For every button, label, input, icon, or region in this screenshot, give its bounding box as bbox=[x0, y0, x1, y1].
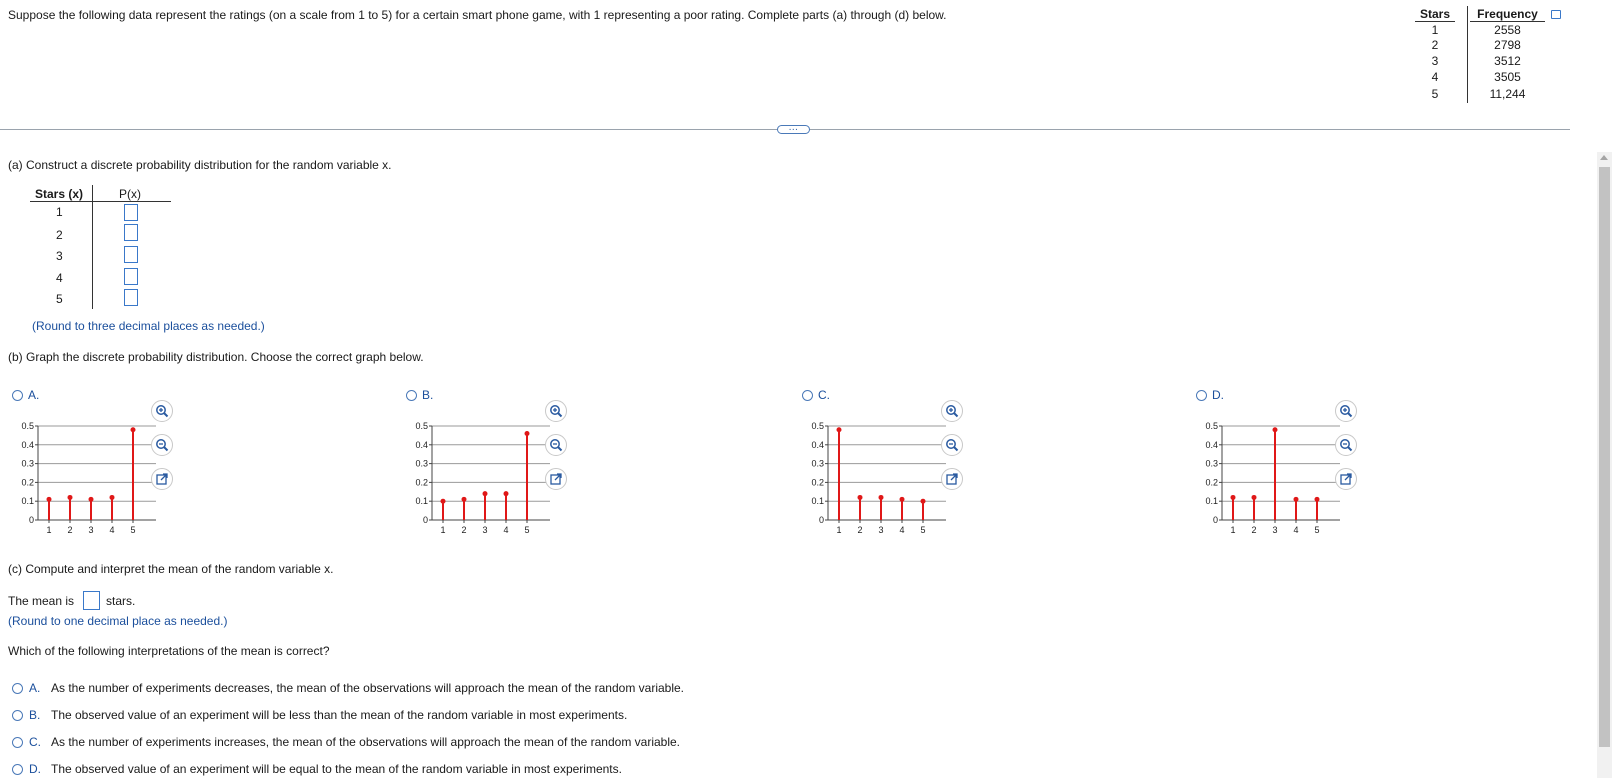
probability-point bbox=[131, 427, 136, 432]
more-button[interactable] bbox=[777, 122, 810, 134]
interpretation-option-d[interactable] bbox=[8, 762, 768, 778]
more-button-label: … bbox=[788, 122, 799, 133]
x-tick-label: 2 bbox=[461, 525, 467, 535]
mean-input[interactable] bbox=[83, 591, 100, 610]
x-tick-label: 4 bbox=[503, 525, 509, 535]
radio-button[interactable] bbox=[1196, 390, 1207, 401]
x-tick-label: 4 bbox=[1293, 525, 1299, 535]
option-text: The observed value of an experiment will be equal to the mean of the random variable in most experiments. bbox=[51, 762, 622, 776]
y-tick-label: 0.1 bbox=[21, 496, 34, 507]
option-letter: D. bbox=[29, 762, 41, 776]
px-input-3[interactable] bbox=[124, 246, 138, 263]
y-tick-label: 0 bbox=[818, 515, 824, 525]
stars-cell: 4 bbox=[56, 271, 63, 285]
interpretation-option-a[interactable] bbox=[8, 681, 768, 697]
table-divider bbox=[1467, 6, 1468, 103]
probability-point bbox=[483, 491, 488, 496]
interpretation-option-b[interactable] bbox=[8, 708, 768, 724]
part-c-hint: (Round to one decimal place as needed.) bbox=[8, 614, 228, 628]
zoom-in-button[interactable] bbox=[151, 400, 173, 422]
y-tick-label: 0.3 bbox=[21, 458, 34, 469]
probability-graph bbox=[8, 418, 168, 538]
option-text: The observed value of an experiment will be less than the mean of the random variable in most experiments. bbox=[51, 708, 628, 722]
zoom-out-icon bbox=[155, 438, 169, 452]
option-text: As the number of experiments increases, the mean of the observations will approach the mean of the random variable. bbox=[51, 735, 681, 749]
y-tick-label: 0.4 bbox=[1205, 439, 1218, 450]
mean-prefix: The mean is bbox=[8, 594, 75, 608]
option-text: As the number of experiments decreases, the mean of the observations will approach the mean of the random variable. bbox=[51, 681, 685, 695]
x-tick-label: 5 bbox=[130, 525, 136, 535]
radio-button[interactable] bbox=[12, 390, 23, 401]
scrollbar[interactable] bbox=[1597, 152, 1612, 778]
x-tick-label: 4 bbox=[109, 525, 115, 535]
mean-suffix: stars. bbox=[106, 594, 136, 608]
stars-cell: 5 bbox=[1431, 87, 1439, 101]
scroll-up-arrow-icon[interactable] bbox=[1600, 155, 1608, 160]
x-tick-label: 2 bbox=[1251, 525, 1257, 535]
stars-cell: 5 bbox=[56, 292, 63, 306]
zoom-out-button[interactable] bbox=[545, 434, 567, 456]
probability-point bbox=[1315, 497, 1320, 502]
option-letter: B. bbox=[29, 708, 41, 722]
probability-graph bbox=[1192, 418, 1352, 538]
option-letter: C. bbox=[818, 388, 830, 402]
graph-option-d[interactable] bbox=[1192, 388, 1552, 538]
header-underline bbox=[30, 201, 171, 202]
radio-button[interactable] bbox=[802, 390, 813, 401]
copy-icon[interactable] bbox=[1551, 10, 1561, 19]
zoom-out-button[interactable] bbox=[1335, 434, 1357, 456]
probability-point bbox=[462, 497, 467, 502]
radio-button[interactable] bbox=[12, 764, 23, 775]
zoom-out-icon bbox=[549, 438, 563, 452]
probability-point bbox=[1252, 495, 1257, 500]
zoom-in-icon bbox=[549, 404, 563, 418]
part-c-prompt: (c) Compute and interpret the mean of the random variable x. bbox=[8, 562, 334, 576]
part-a-hint: (Round to three decimal places as needed.) bbox=[32, 319, 265, 333]
expand-button[interactable] bbox=[1335, 468, 1357, 490]
probability-point bbox=[900, 497, 905, 502]
probability-point bbox=[47, 497, 52, 502]
radio-button[interactable] bbox=[12, 710, 23, 721]
probability-point bbox=[504, 491, 509, 496]
expand-button[interactable] bbox=[545, 468, 567, 490]
y-tick-label: 0.4 bbox=[811, 439, 824, 450]
table-divider bbox=[92, 185, 93, 309]
x-tick-label: 5 bbox=[920, 525, 926, 535]
option-letter: A. bbox=[28, 388, 40, 402]
expand-icon bbox=[1339, 472, 1353, 486]
probability-point bbox=[89, 497, 94, 502]
zoom-out-button[interactable] bbox=[151, 434, 173, 456]
frequency-cell: 3505 bbox=[1494, 70, 1521, 84]
question-intro: Suppose the following data represent the ratings (on a scale from 1 to 5) for a certain smart phone game, with 1 representing a poor rating. Complete parts (a) through (d) below. bbox=[8, 8, 947, 22]
expand-button[interactable] bbox=[941, 468, 963, 490]
frequency-cell: 2798 bbox=[1494, 38, 1521, 52]
stars-cell: 2 bbox=[56, 228, 63, 242]
y-tick-label: 0.5 bbox=[1205, 421, 1218, 431]
zoom-in-icon bbox=[1339, 404, 1353, 418]
px-input-4[interactable] bbox=[124, 268, 138, 285]
frequency-cell: 11,244 bbox=[1489, 87, 1526, 101]
expand-icon bbox=[549, 472, 563, 486]
x-tick-label: 1 bbox=[46, 525, 52, 535]
x-tick-label: 1 bbox=[440, 525, 446, 535]
zoom-out-button[interactable] bbox=[941, 434, 963, 456]
px-input-1[interactable] bbox=[124, 204, 138, 221]
x-tick-label: 5 bbox=[524, 525, 530, 535]
y-tick-label: 0.5 bbox=[21, 421, 34, 431]
interpretation-question: Which of the following interpretations of the mean is correct? bbox=[8, 644, 330, 658]
expand-icon bbox=[155, 472, 169, 486]
stars-cell: 2 bbox=[1431, 38, 1439, 52]
col-header-px: P(x) bbox=[119, 187, 141, 201]
probability-point bbox=[879, 495, 884, 500]
radio-button[interactable] bbox=[406, 390, 417, 401]
zoom-out-icon bbox=[1339, 438, 1353, 452]
x-tick-label: 3 bbox=[1272, 525, 1278, 535]
y-tick-label: 0.5 bbox=[811, 421, 824, 431]
probability-point bbox=[441, 499, 446, 504]
y-tick-label: 0.1 bbox=[415, 496, 428, 507]
x-tick-label: 4 bbox=[899, 525, 905, 535]
zoom-out-icon bbox=[945, 438, 959, 452]
option-letter: D. bbox=[1212, 388, 1224, 402]
probability-point bbox=[1294, 497, 1299, 502]
col-header-stars: Stars bbox=[1415, 7, 1455, 22]
distribution-table bbox=[30, 185, 180, 315]
x-tick-label: 1 bbox=[836, 525, 842, 535]
x-tick-label: 3 bbox=[482, 525, 488, 535]
stars-cell: 4 bbox=[1431, 70, 1439, 84]
part-a-prompt: (a) Construct a discrete probability distribution for the random variable x. bbox=[8, 158, 392, 172]
probability-point bbox=[68, 495, 73, 500]
interpretation-option-c[interactable] bbox=[8, 735, 768, 751]
y-tick-label: 0 bbox=[28, 515, 34, 525]
y-tick-label: 0.4 bbox=[415, 439, 428, 450]
graph-option-c[interactable] bbox=[798, 388, 1158, 538]
px-input-2[interactable] bbox=[124, 224, 138, 241]
y-tick-label: 0.3 bbox=[415, 458, 428, 469]
frequency-cell: 2558 bbox=[1494, 23, 1521, 37]
y-tick-label: 0.3 bbox=[1205, 458, 1218, 469]
probability-point bbox=[110, 495, 115, 500]
probability-point bbox=[837, 427, 842, 432]
y-tick-label: 0.4 bbox=[21, 439, 34, 450]
probability-graph bbox=[798, 418, 958, 538]
probability-point bbox=[525, 431, 530, 436]
stars-cell: 3 bbox=[1431, 54, 1439, 68]
zoom-in-button[interactable] bbox=[941, 400, 963, 422]
y-tick-label: 0.3 bbox=[811, 458, 824, 469]
probability-point bbox=[858, 495, 863, 500]
y-tick-label: 0.1 bbox=[811, 496, 824, 507]
probability-point bbox=[1273, 427, 1278, 432]
frequency-cell: 3512 bbox=[1494, 54, 1521, 68]
col-header-stars-x: Stars (x) bbox=[35, 187, 84, 201]
expand-icon bbox=[945, 472, 959, 486]
px-input-5[interactable] bbox=[124, 289, 138, 306]
stars-cell: 1 bbox=[56, 205, 63, 219]
zoom-in-icon bbox=[155, 404, 169, 418]
y-tick-label: 0.5 bbox=[415, 421, 428, 431]
zoom-in-icon bbox=[945, 404, 959, 418]
frequency-table bbox=[1410, 6, 1600, 106]
part-b-prompt: (b) Graph the discrete probability distribution. Choose the correct graph below. bbox=[8, 350, 424, 364]
x-tick-label: 1 bbox=[1230, 525, 1236, 535]
graph-option-a[interactable] bbox=[8, 388, 368, 538]
zoom-in-button[interactable] bbox=[1335, 400, 1357, 422]
y-tick-label: 0.2 bbox=[1205, 477, 1218, 488]
stars-cell: 1 bbox=[1431, 23, 1439, 37]
x-tick-label: 2 bbox=[67, 525, 73, 535]
option-letter: A. bbox=[29, 681, 41, 695]
radio-button[interactable] bbox=[12, 737, 23, 748]
col-header-frequency: Frequency bbox=[1470, 7, 1545, 22]
y-tick-label: 0.2 bbox=[415, 477, 428, 488]
zoom-in-button[interactable] bbox=[545, 400, 567, 422]
y-tick-label: 0.1 bbox=[1205, 496, 1218, 507]
y-tick-label: 0 bbox=[422, 515, 428, 525]
y-tick-label: 0.2 bbox=[21, 477, 34, 488]
stars-cell: 3 bbox=[56, 249, 63, 263]
probability-point bbox=[921, 499, 926, 504]
x-tick-label: 2 bbox=[857, 525, 863, 535]
probability-point bbox=[1231, 495, 1236, 500]
x-tick-label: 5 bbox=[1314, 525, 1320, 535]
x-tick-label: 3 bbox=[88, 525, 94, 535]
option-letter: B. bbox=[422, 388, 434, 402]
y-tick-label: 0.2 bbox=[811, 477, 824, 488]
expand-button[interactable] bbox=[151, 468, 173, 490]
x-tick-label: 3 bbox=[878, 525, 884, 535]
probability-graph bbox=[402, 418, 562, 538]
graph-option-b[interactable] bbox=[402, 388, 762, 538]
radio-button[interactable] bbox=[12, 683, 23, 694]
scrollbar-thumb[interactable] bbox=[1599, 167, 1610, 747]
option-letter: C. bbox=[29, 735, 41, 749]
y-tick-label: 0 bbox=[1212, 515, 1218, 525]
